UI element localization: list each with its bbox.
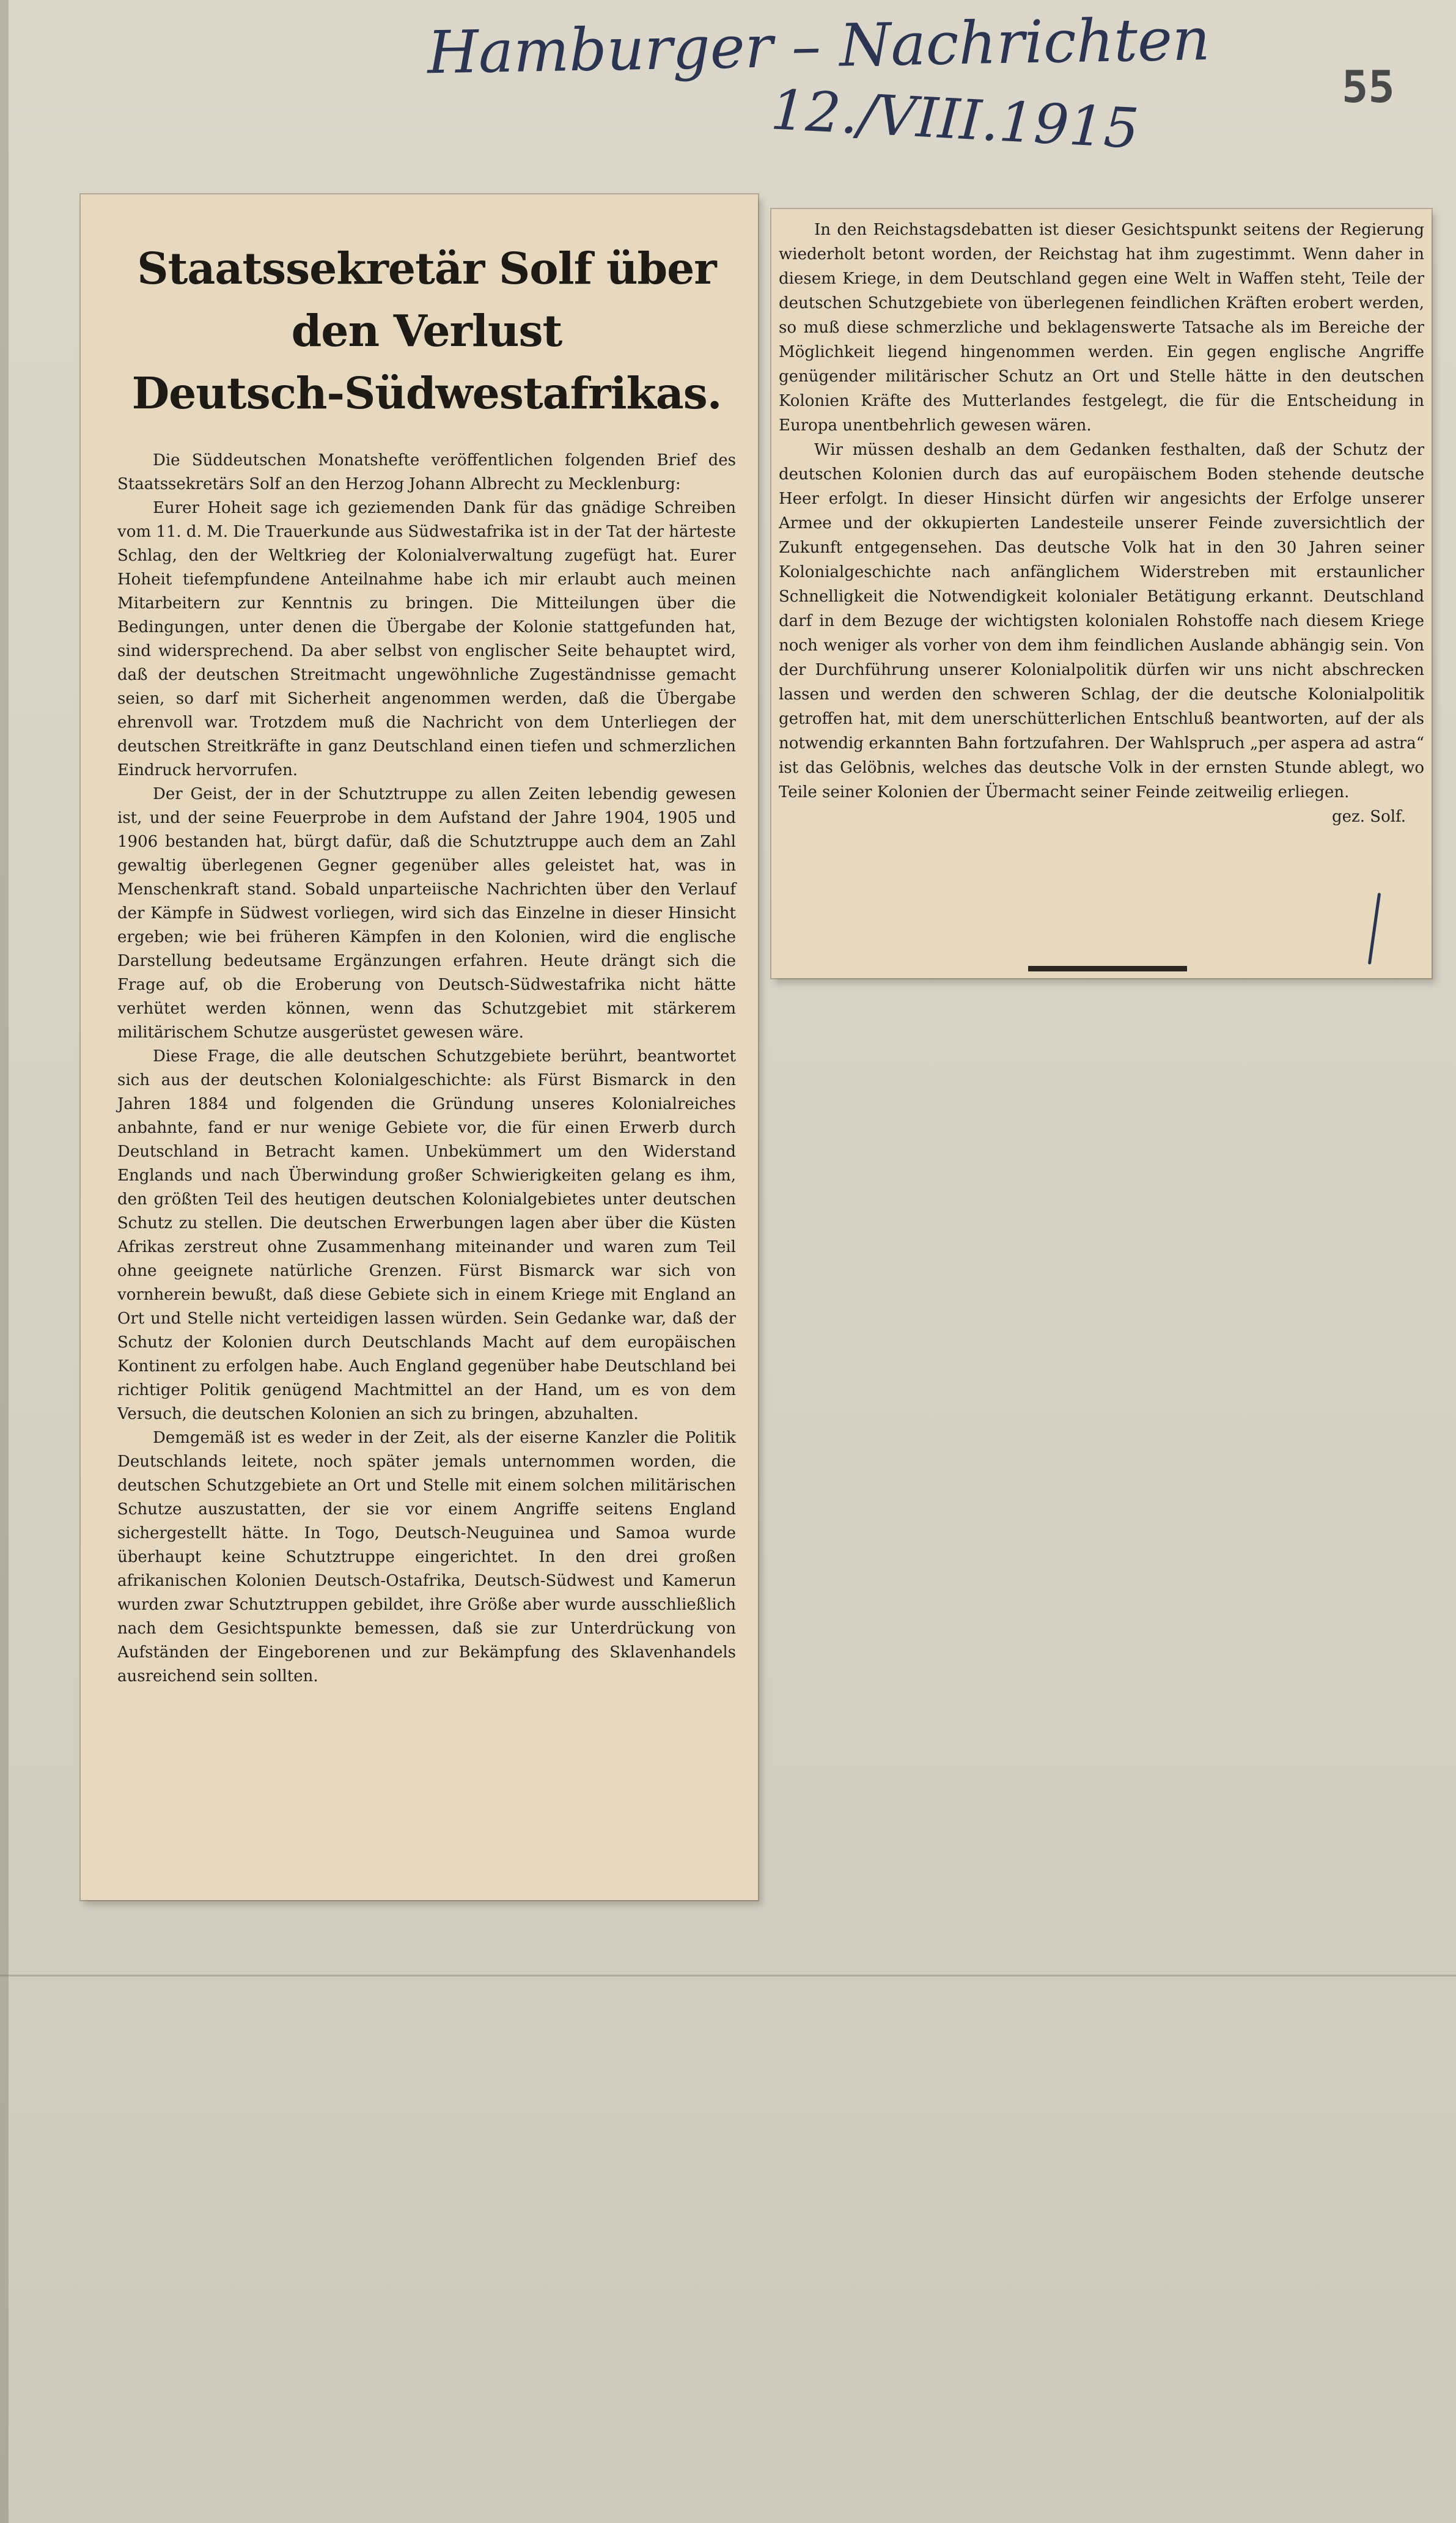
article-body-right bbox=[779, 218, 1424, 805]
clipping-right-content bbox=[779, 218, 1424, 829]
paragraph: Der Geist, der in der Schutztruppe zu allen Zeiten lebendig gewesen ist, und der seine Feuerprobe in dem Aufstand der Jahre 1904, 1905 und 1906 bestanden hat, bürgt dafür, daß die Schutztruppe auch dem an Zahl gewaltig überlegenen Gegner gegenüber alles geleistet hat, was in Menschenkraft stand. Sobald unparteiische Nachrichten über den Verlauf der Kämpfe in Südwest vorliegen, wird sich das Einzelne in dieser Hinsicht ergeben; wie bei früheren Kämpfen in den Kolonien, wird die englische Darstellung bedeutsame Ergänzungen erfahren. Heute drängt sich die Frage auf, ob die Eroberung von Deutsch-Südwestafrika nicht hätte verhütet werden können, wenn das Schutzgebiet mit stärkerem militärischem Schutze ausgerüstet gewesen wäre. bbox=[117, 785, 736, 1042]
paper-fold-line bbox=[0, 1975, 1456, 1976]
headline-line-2: Deutsch-Südwestafrikas. bbox=[131, 367, 722, 419]
paragraph: Die Süddeutschen Monatshefte veröffentlichen folgenden Brief des Staatssekretärs Solf an den Herzog Johann Albrecht zu Mecklenburg: bbox=[117, 451, 736, 493]
paragraph: Eurer Hoheit sage ich geziemenden Dank für das gnädige Schreiben vom 11. d. M. Die Trauerkunde aus Südwestafrika ist in der Tat der härteste Schlag, den der Weltkrieg der Kolonialverwaltung zugefügt hat. Eurer Hoheit tiefempfundene Anteilnahme habe ich mir erlaubt auch meinen Mitarbeitern zur Kenntnis zu bringen. Die Mitteilungen über die Bedingungen, unter denen die Übergabe der Kolonie stattgefunden hat, sind widersprechend. Da aber selbst von englischer Seite behauptet wird, daß der deutschen Streitmacht ungewöhnliche Zugeständnisse gemacht seien, so darf mit Sicherheit angenommen werden, daß die Übergabe ehrenvoll war. Trotzdem muß die Nachricht von dem Unterliegen der deutschen Streitkräfte in ganz Deutschland einen tiefen und schmerzlichen Eindruck hervorrufen. bbox=[117, 499, 736, 779]
paragraph: In den Reichstagsdebatten ist dieser Gesichtspunkt seitens der Regierung wiederholt betont worden, der Reichstag hat ihm zugestimmt. Wenn daher in diesem Kriege, in dem Deutschland gegen eine Welt in Waffen steht, Teile der deutschen Schutzgebiete von überlegenen feindlichen Kräften erobert werden, so muß diese schmerzliche und beklagenswerte Tatsache als im Bereiche der Möglichkeit liegend hingenommen werden. Ein gegen englische Angriffe genügender militärischer Schutz an Ort und Stelle hätte in den deutschen Kolonien Kräfte des Mutterlandes festgelegt, die für die Entscheidung in Europa unentbehrlich gewesen wären. bbox=[779, 221, 1424, 435]
paragraph: Wir müssen deshalb an dem Gedanken festhalten, daß der Schutz der deutschen Kolonien durch das auf europäischem Boden stehende deutsche Heer erfolgt. In dieser Hinsicht dürfen wir angesichts der Erfolge unserer Armee und der okkupierten Landesteile unserer Feinde zuversichtlich der Zukunft entgegensehen. Das deutsche Volk hat in den 30 Jahren seiner Kolonialgeschichte nach anfänglichem Widerstreben mit erstaunlicher Schnelligkeit die Notwendigkeit kolonialer Betätigung erkannt. Deutschland darf in dem Bezuge der wichtigsten kolonialen Rohstoffe nach diesem Kriege noch weniger als vorher von dem ihm feindlichen Auslande abhängig sein. Von der Durchführung unserer Kolonialpolitik dürfen wir uns nicht abschrecken lassen und werden den schweren Schlag, der die deutsche Kolonialpolitik getroffen hat, mit dem unerschütterlichen Entschluß beantworten, auf der als notwendig erkannten Bahn fortzufahren. Der Wahlspruch „per aspera ad astra“ ist das Gelöbnis, welches das deutsche Volk in der ernsten Stunde ablegt, wo Teile seiner Kolonien der Übermacht seiner Feinde zeitweilig erliegen. bbox=[779, 441, 1424, 801]
article-body-left bbox=[117, 449, 736, 1689]
sheet-edge bbox=[0, 0, 9, 2523]
paragraph: Demgemäß ist es weder in der Zeit, als der eiserne Kanzler die Politik Deutschlands leitete, noch später jemals unternommen worden, die deutschen Schutzgebiete an Ort und Stelle mit einem solchen militärischen Schutze auszustatten, der sie vor einem Angriffe seitens England sichergestellt hätte. In Togo, Deutsch-Neuguinea und Samoa wurde überhaupt keine Schutztruppe eingerichtet. In den drei großen afrikanischen Kolonien Deutsch-Ostafrika, Deutsch-Südwest und Kamerun wurden zwar Schutztruppen gebildet, ihre Größe aber wurde ausschließlich nach dem Gesichtspunkte bemessen, daß sie zur Unterdrückung von Aufständen der Eingeborenen und zur Bekämpfung des Sklavenhandels ausreichend sein sollten. bbox=[117, 1429, 736, 1685]
newspaper-clipping-right bbox=[771, 209, 1432, 978]
handwritten-source: Hamburger – Nachrichten bbox=[427, 5, 1211, 87]
article-headline bbox=[117, 237, 736, 424]
clipping-left-content bbox=[117, 194, 736, 1689]
end-rule bbox=[1028, 966, 1187, 971]
page-number: 55 bbox=[1342, 61, 1395, 112]
handwritten-date: 12./VIII.1915 bbox=[769, 78, 1141, 161]
paragraph: Diese Frage, die alle deutschen Schutzgebiete berührt, beantwortet sich aus der deutschen Kolonialgeschichte: als Fürst Bismarck in den Jahren 1884 und folgenden die Gründung unseres Kolonialreiches anbahnte, fand er nur wenige Gebiete vor, die für einen Erwerb durch Deutschland in Betracht kamen. Unbekümmert um den Widerstand Englands und nach Überwindung großer Schwierigkeiten gelang es ihm, den größten Teil des heutigen deutschen Kolonialgebietes unter deutschen Schutz zu stellen. Die deutschen Erwerbungen lagen aber über die Küsten Afrikas zerstreut ohne Zusammenhang miteinander und waren zum Teil ohne geeignete natürliche Grenzen. Fürst Bismarck war sich von vornherein bewußt, daß diese Gebiete sich in einem Kriege mit England an Ort und Stelle nicht verteidigen lassen würden. Sein Gedanke war, daß der Schutz der Kolonien durch Deutschlands Macht auf dem europäischen Kontinent zu erfolgen habe. Auch England gegenüber habe Deutschland bei richtiger Politik genügend Machtmittel an der Hand, um es von dem Versuch, die deutschen Kolonien an sich zu bringen, abzuhalten. bbox=[117, 1047, 736, 1423]
newspaper-clipping-left bbox=[81, 194, 758, 1900]
article-signature: gez. Solf. bbox=[1332, 808, 1406, 826]
headline-line-1: Staatssekretär Solf über den Verlust bbox=[137, 243, 716, 356]
handwritten-annotation bbox=[427, 5, 1224, 161]
